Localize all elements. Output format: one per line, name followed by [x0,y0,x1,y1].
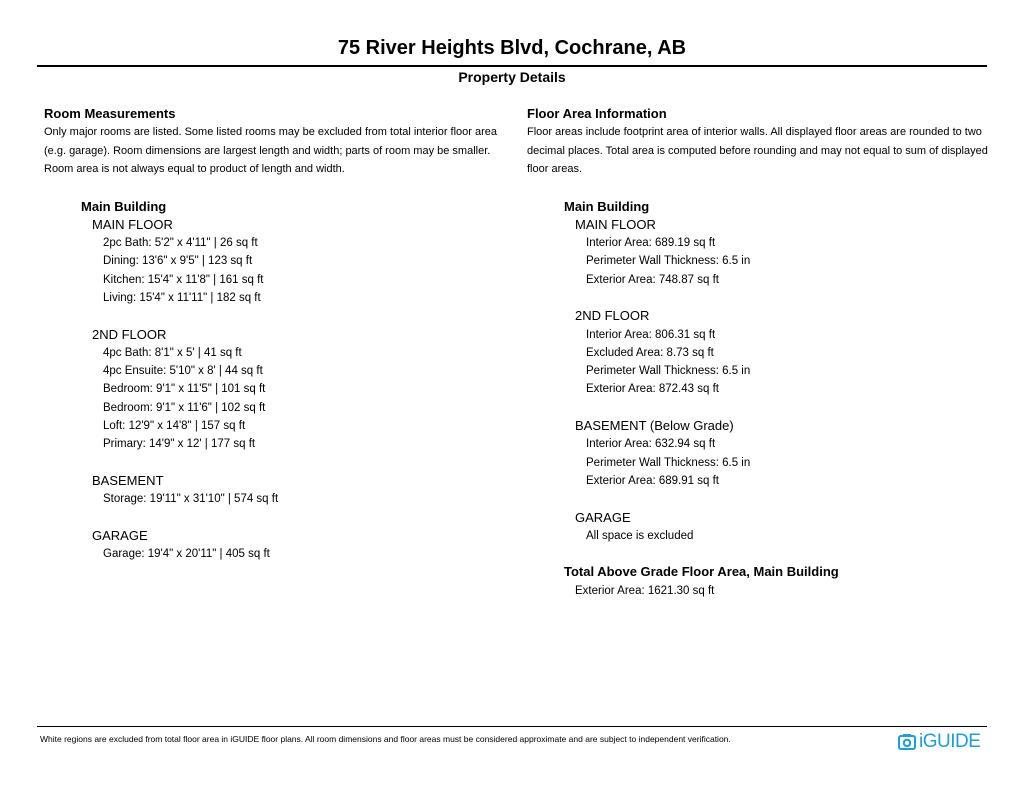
iguide-camera-icon [898,733,916,751]
header-divider [37,65,987,67]
note-line: (e.g. garage). Room dimensions are largest length and width; parts of room may be smaller. [44,144,491,157]
room-item: Loft: 12'9" x 14'8" | 157 sq ft [103,420,246,433]
floor-main [92,216,504,307]
floor-garage [92,527,504,564]
floor-basement [92,472,504,509]
property-address: 75 River Heights Blvd, Cochrane, AB [337,37,687,59]
total-area-item: Exterior Area: 1621.30 sq ft [575,584,715,597]
note-line: Room area is not always equal to product of length and width. [44,163,345,175]
building-title: Main Building [81,198,167,214]
area-item: Excluded Area: 8.73 sq ft [586,346,714,359]
disclaimer-note: White regions are excluded from total floor area in iGUIDE floor plans. All room dimensions and floor areas must be considered approximate and are subject to independent verification. [40,734,731,744]
room-item: Living: 15'4" x 11'11" | 182 sq ft [103,291,261,304]
note-line: decimal places. Total area is computed before rounding and may not equal to sum of displayed [527,144,988,157]
room-item: Bedroom: 9'1" x 11'5" | 101 sq ft [103,383,266,396]
floor-area-section [527,106,997,600]
footer-divider [37,726,987,727]
room-item: 4pc Ensuite: 5'10" x 8' | 44 sq ft [103,365,263,378]
page-subtitle: Property Details [458,69,566,85]
logo-text: iGUIDE [919,731,981,752]
floor-name: GARAGE [92,527,148,543]
room-item: Garage: 19'4" x 20'11" | 405 sq ft [103,548,270,561]
floor-name: GARAGE [575,509,631,525]
building-title: Main Building [564,198,650,214]
area-floor-basement [575,417,997,490]
room-item: Dining: 13'6" x 9'5" | 123 sq ft [103,255,253,268]
room-item: 2pc Bath: 5'2" x 4'11" | 26 sq ft [103,237,258,250]
area-item: Exterior Area: 872.43 sq ft [586,383,719,396]
room-item: Bedroom: 9'1" x 11'6" | 102 sq ft [103,401,266,414]
area-item: Interior Area: 806.31 sq ft [586,328,716,341]
room-measurements-note [44,123,504,179]
room-item: Kitchen: 15'4" x 11'8" | 161 sq ft [103,273,264,286]
floor-name: BASEMENT (Below Grade) [575,418,734,434]
area-item: All space is excluded [586,529,694,542]
total-area-title: Total Above Grade Floor Area, Main Building [564,564,839,580]
floor-area-heading: Floor Area Information [527,106,667,121]
building-areas [564,198,997,601]
room-measurements-heading: Room Measurements [44,106,176,121]
area-item: Interior Area: 632.94 sq ft [586,438,716,451]
area-item: Exterior Area: 689.91 sq ft [586,474,719,487]
building-rooms [81,198,504,564]
area-item: Interior Area: 689.19 sq ft [586,237,716,250]
room-item: 4pc Bath: 8'1" x 5' | 41 sq ft [103,346,242,359]
floor-name: 2ND FLOOR [575,308,650,324]
floor-area-note [527,123,997,179]
note-line: Floor areas include footprint area of interior walls. All displayed floor areas are rounded to two [527,126,982,138]
area-item: Exterior Area: 748.87 sq ft [586,273,719,286]
floor-name: BASEMENT [92,472,164,488]
note-line: Only major rooms are listed. Some listed rooms may be excluded from total interior floor area [44,126,498,138]
iguide-logo [898,731,980,753]
area-floor-main [575,216,997,289]
floor-2nd [92,326,504,454]
area-item: Perimeter Wall Thickness: 6.5 in [586,255,751,268]
area-floor-2nd [575,307,997,398]
floor-name: 2ND FLOOR [92,326,167,342]
area-item: Perimeter Wall Thickness: 6.5 in [586,365,751,378]
area-item: Perimeter Wall Thickness: 6.5 in [586,456,751,469]
floor-name: MAIN FLOOR [92,216,173,232]
room-item: Storage: 19'11" x 31'10" | 574 sq ft [103,493,279,506]
note-line: floor areas. [527,163,583,175]
area-floor-garage [575,509,997,546]
room-item: Primary: 14'9" x 12' | 177 sq ft [103,438,256,451]
room-measurements-section [44,106,504,563]
floor-name: MAIN FLOOR [575,216,656,232]
